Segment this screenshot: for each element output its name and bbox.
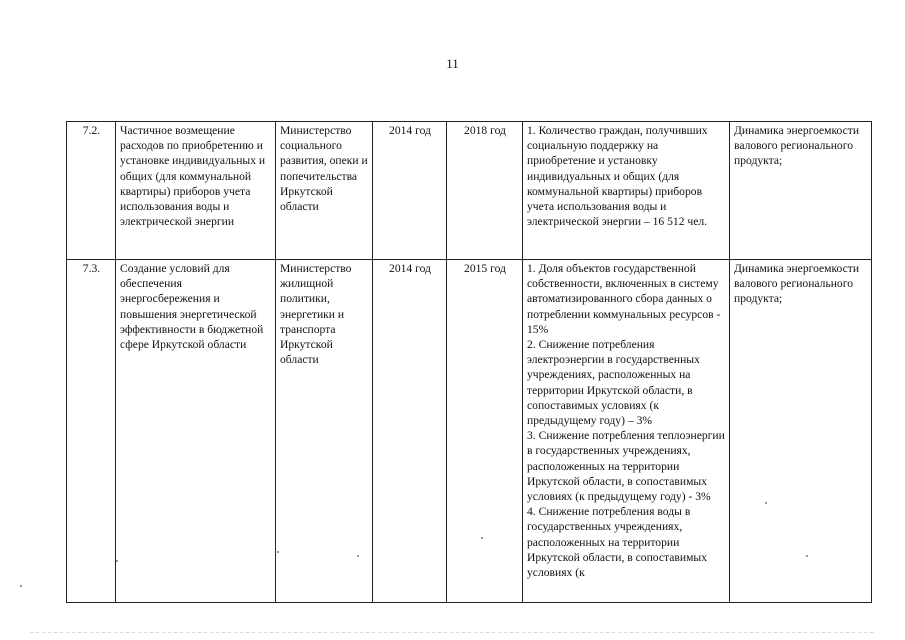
- scan-speck: [116, 560, 118, 562]
- start-year: 2014 год: [373, 260, 447, 603]
- result-item: 2. Снижение потребления электроэнергии в государственных учреждениях, расположенных на территории Иркутской области, в сопоставимых условиях (к предыдущему году) – 3%: [527, 338, 700, 428]
- target-indicator: Динамика энергоемкости валового регионального продукта;: [730, 122, 872, 260]
- result-item: 1. Доля объектов государственной собственности, включенных в систему автоматизированного сбора данных о потреблении коммунальных ресурсов - 15%: [527, 262, 721, 336]
- scan-speck: [357, 555, 359, 557]
- scan-speck: [481, 537, 483, 539]
- start-year: 2014 год: [373, 122, 447, 260]
- scan-edge-line: [30, 632, 875, 633]
- executor: Министерство жилищной политики, энергетики и транспорта Иркутской области: [276, 260, 373, 603]
- page-number: 11: [446, 56, 459, 71]
- table-row: [67, 260, 872, 603]
- result-item: 3. Снижение потребления теплоэнергии в государственных учреждениях, расположенных на территории Иркутской области, в сопоставимых условиях (к предыдущему году) - 3%: [527, 429, 725, 504]
- end-year: 2018 год: [447, 122, 523, 260]
- expected-result: 1. Количество граждан, получивших социальную поддержку на приобретение и установку индивидуальных и общих (для коммунальной квартиры) приборов учета использования воды и электрической энергии – 16 512 чел.: [523, 122, 730, 260]
- scan-speck: [277, 551, 279, 553]
- target-indicator: Динамика энергоемкости валового регионального продукта;: [730, 260, 872, 603]
- table-row: [67, 122, 872, 260]
- executor: Министерство социального развития, опеки и попечительства Иркутской области: [276, 122, 373, 260]
- end-year: 2015 год: [447, 260, 523, 603]
- result-item: 4. Снижение потребления воды в государственных учреждениях, расположенных на территории Иркутской области, в сопоставимых условиях (к: [527, 505, 707, 580]
- measure-name: Создание условий для обеспечения энергосбережения и повышения энергетической эффективности в бюджетной сфере Иркутской области: [116, 260, 276, 603]
- scan-speck: [806, 555, 808, 557]
- expected-result: [523, 260, 730, 603]
- row-number: 7.3.: [67, 260, 116, 603]
- row-number: 7.2.: [67, 122, 116, 260]
- measure-name: Частичное возмещение расходов по приобретению и установке индивидуальных и общих (для коммунальной квартиры) приборов учета использования воды и электрической энергии: [116, 122, 276, 260]
- scan-speck: [20, 585, 22, 587]
- scan-speck: [765, 502, 767, 504]
- program-measures-table: [66, 121, 872, 603]
